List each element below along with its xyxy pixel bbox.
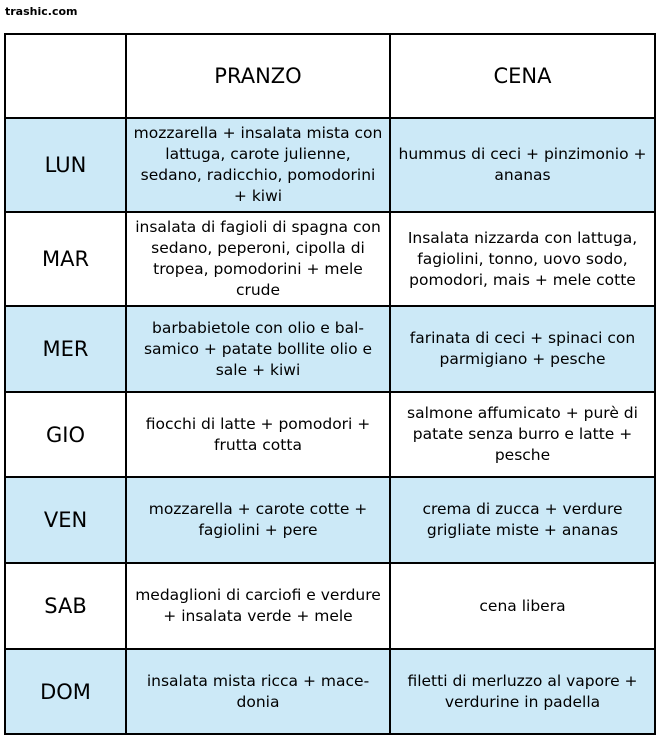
day-cell: VEN [5, 477, 126, 563]
dinner-cell: cena libera [390, 563, 655, 649]
lunch-cell: fiocchi di latte + pomodori + frutta cotta [126, 392, 390, 477]
dinner-cell: salmone affumicato + purè di patate senza burro e latte + pesche [390, 392, 655, 477]
header-empty-cell [5, 34, 126, 118]
dinner-cell: hummus di ceci + pinzimonio + ananas [390, 118, 655, 212]
lunch-cell: medaglioni di carciofi e verdure + insalata verde + mele [126, 563, 390, 649]
table-row [5, 563, 655, 649]
header-row [5, 34, 655, 118]
lunch-cell: barbabietole con olio e balsamico + patate bollite olio e sale + kiwi [126, 306, 390, 392]
dinner-cell: filetti di merluzzo al vapore + verdurine in padella [390, 649, 655, 734]
table-row [5, 306, 655, 392]
lunch-cell: insalata di fagioli di spagna con sedano, peperoni, cipolla di tropea, pomodorini + mele crude [126, 212, 390, 306]
day-cell: LUN [5, 118, 126, 212]
header-lunch: PRANZO [126, 34, 390, 118]
table-row [5, 477, 655, 563]
watermark: trashic.com [5, 5, 78, 18]
day-cell: SAB [5, 563, 126, 649]
table-row [5, 392, 655, 477]
lunch-cell: insalata mista ricca + macedonia [126, 649, 390, 734]
table-row [5, 649, 655, 734]
lunch-cell: mozzarella + insalata mista con lattuga, carote julienne, sedano, radicchio, pomodorini + kiwi [126, 118, 390, 212]
day-cell: GIO [5, 392, 126, 477]
dinner-cell: farinata di ceci + spinaci con parmigiano + pesche [390, 306, 655, 392]
day-cell: MER [5, 306, 126, 392]
lunch-cell: mozzarella + carote cotte + fagiolini + pere [126, 477, 390, 563]
header-dinner: CENA [390, 34, 655, 118]
table-row [5, 212, 655, 306]
day-cell: MAR [5, 212, 126, 306]
dinner-cell: Insalata nizzarda con lattuga, fagiolini, tonno, uovo sodo, pomodori, mais + mele cotte [390, 212, 655, 306]
table-row [5, 118, 655, 212]
day-cell: DOM [5, 649, 126, 734]
dinner-cell: crema di zucca + verdure grigliate miste + ananas [390, 477, 655, 563]
weekly-menu-table [4, 33, 656, 735]
